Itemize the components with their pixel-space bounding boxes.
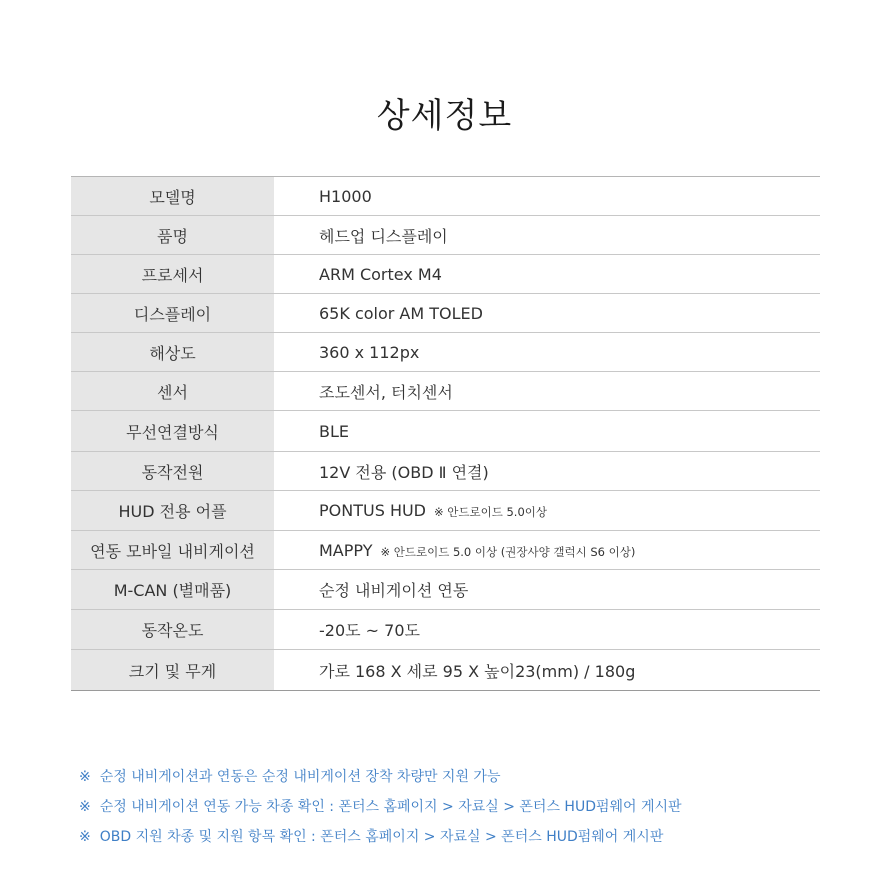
spec-value (274, 294, 820, 333)
spec-value (274, 570, 820, 610)
spec-value-text: -20도 ~ 70도 (319, 621, 420, 640)
spec-value (274, 255, 820, 294)
spec-value (274, 411, 820, 452)
reference-mark-icon: ※ (79, 769, 91, 785)
spec-value (274, 333, 820, 372)
spec-value-text: H1000 (319, 186, 372, 206)
note-item (79, 762, 682, 792)
spec-label: 동작전원 (71, 452, 274, 491)
spec-value-text: 12V 전용 (OBD Ⅱ 연결) (319, 462, 489, 482)
spec-label: 품명 (71, 216, 274, 255)
spec-label: 동작온도 (71, 610, 274, 650)
spec-value-text: 조도센서, 터치센서 (319, 382, 453, 402)
spec-value-text: 360 x 112px (319, 342, 420, 362)
spec-value-text: PONTUS HUD (319, 501, 426, 520)
table-row (71, 255, 820, 294)
spec-note: ※ 안드로이드 5.0이상 (434, 505, 547, 519)
note-item (79, 822, 682, 852)
table-row (71, 610, 820, 650)
spec-value-text: 가로 168 X 세로 95 X 높이23(mm) / 180g (319, 661, 636, 681)
spec-label: 프로세서 (71, 255, 274, 294)
spec-value-text: ARM Cortex M4 (319, 264, 442, 284)
spec-label: 디스플레이 (71, 294, 274, 333)
reference-mark-icon: ※ (79, 829, 91, 845)
spec-value (274, 491, 820, 531)
page-title: 상세정보 (376, 95, 513, 136)
spec-label: HUD 전용 어플 (71, 491, 274, 531)
table-row (71, 650, 820, 691)
spec-label: 무선연결방식 (71, 411, 274, 452)
note-text: 순정 내비게이션과 연동은 순정 내비게이션 장착 차량만 지원 가능 (99, 769, 501, 785)
spec-value (274, 452, 820, 491)
spec-value-text: BLE (319, 421, 349, 441)
table-row (71, 411, 820, 452)
note-text: 순정 내비게이션 연동 가능 차종 확인 : 폰터스 홈페이지 > 자료실 > 폰터스 HUD펌웨어 게시판 (99, 799, 682, 815)
table-row (71, 491, 820, 531)
table-row (71, 452, 820, 491)
spec-label: 연동 모바일 내비게이션 (71, 531, 274, 570)
spec-value (274, 216, 820, 255)
note-item (79, 792, 682, 822)
spec-label: 모델명 (71, 177, 274, 216)
spec-value (274, 372, 820, 411)
table-row (71, 570, 820, 610)
spec-value-text: MAPPY (319, 540, 373, 560)
spec-label: 센서 (71, 372, 274, 411)
note-text: OBD 지원 차종 및 지원 항목 확인 : 폰터스 홈페이지 > 자료실 > 폰터스 HUD펌웨어 게시판 (99, 829, 664, 845)
spec-value (274, 650, 820, 691)
reference-mark-icon: ※ (79, 799, 91, 815)
table-row (71, 372, 820, 411)
table-row (71, 531, 820, 570)
spec-value (274, 610, 820, 650)
spec-value-text: 헤드업 디스플레이 (319, 226, 448, 246)
spec-value (274, 177, 820, 216)
table-row (71, 177, 820, 216)
spec-value (274, 531, 820, 570)
spec-label: 크기 및 무게 (71, 650, 274, 691)
spec-label: 해상도 (71, 333, 274, 372)
spec-table (71, 176, 820, 691)
spec-note: ※ 안드로이드 5.0 이상 (권장사양 갤럭시 S6 이상) (380, 544, 636, 559)
spec-value-text: 65K color AM TOLED (319, 303, 483, 323)
table-row (71, 333, 820, 372)
notes-list (79, 762, 682, 852)
table-row (71, 216, 820, 255)
spec-value-text: 순정 내비게이션 연동 (319, 581, 469, 600)
spec-label: M-CAN (별매품) (71, 570, 274, 610)
table-row (71, 294, 820, 333)
